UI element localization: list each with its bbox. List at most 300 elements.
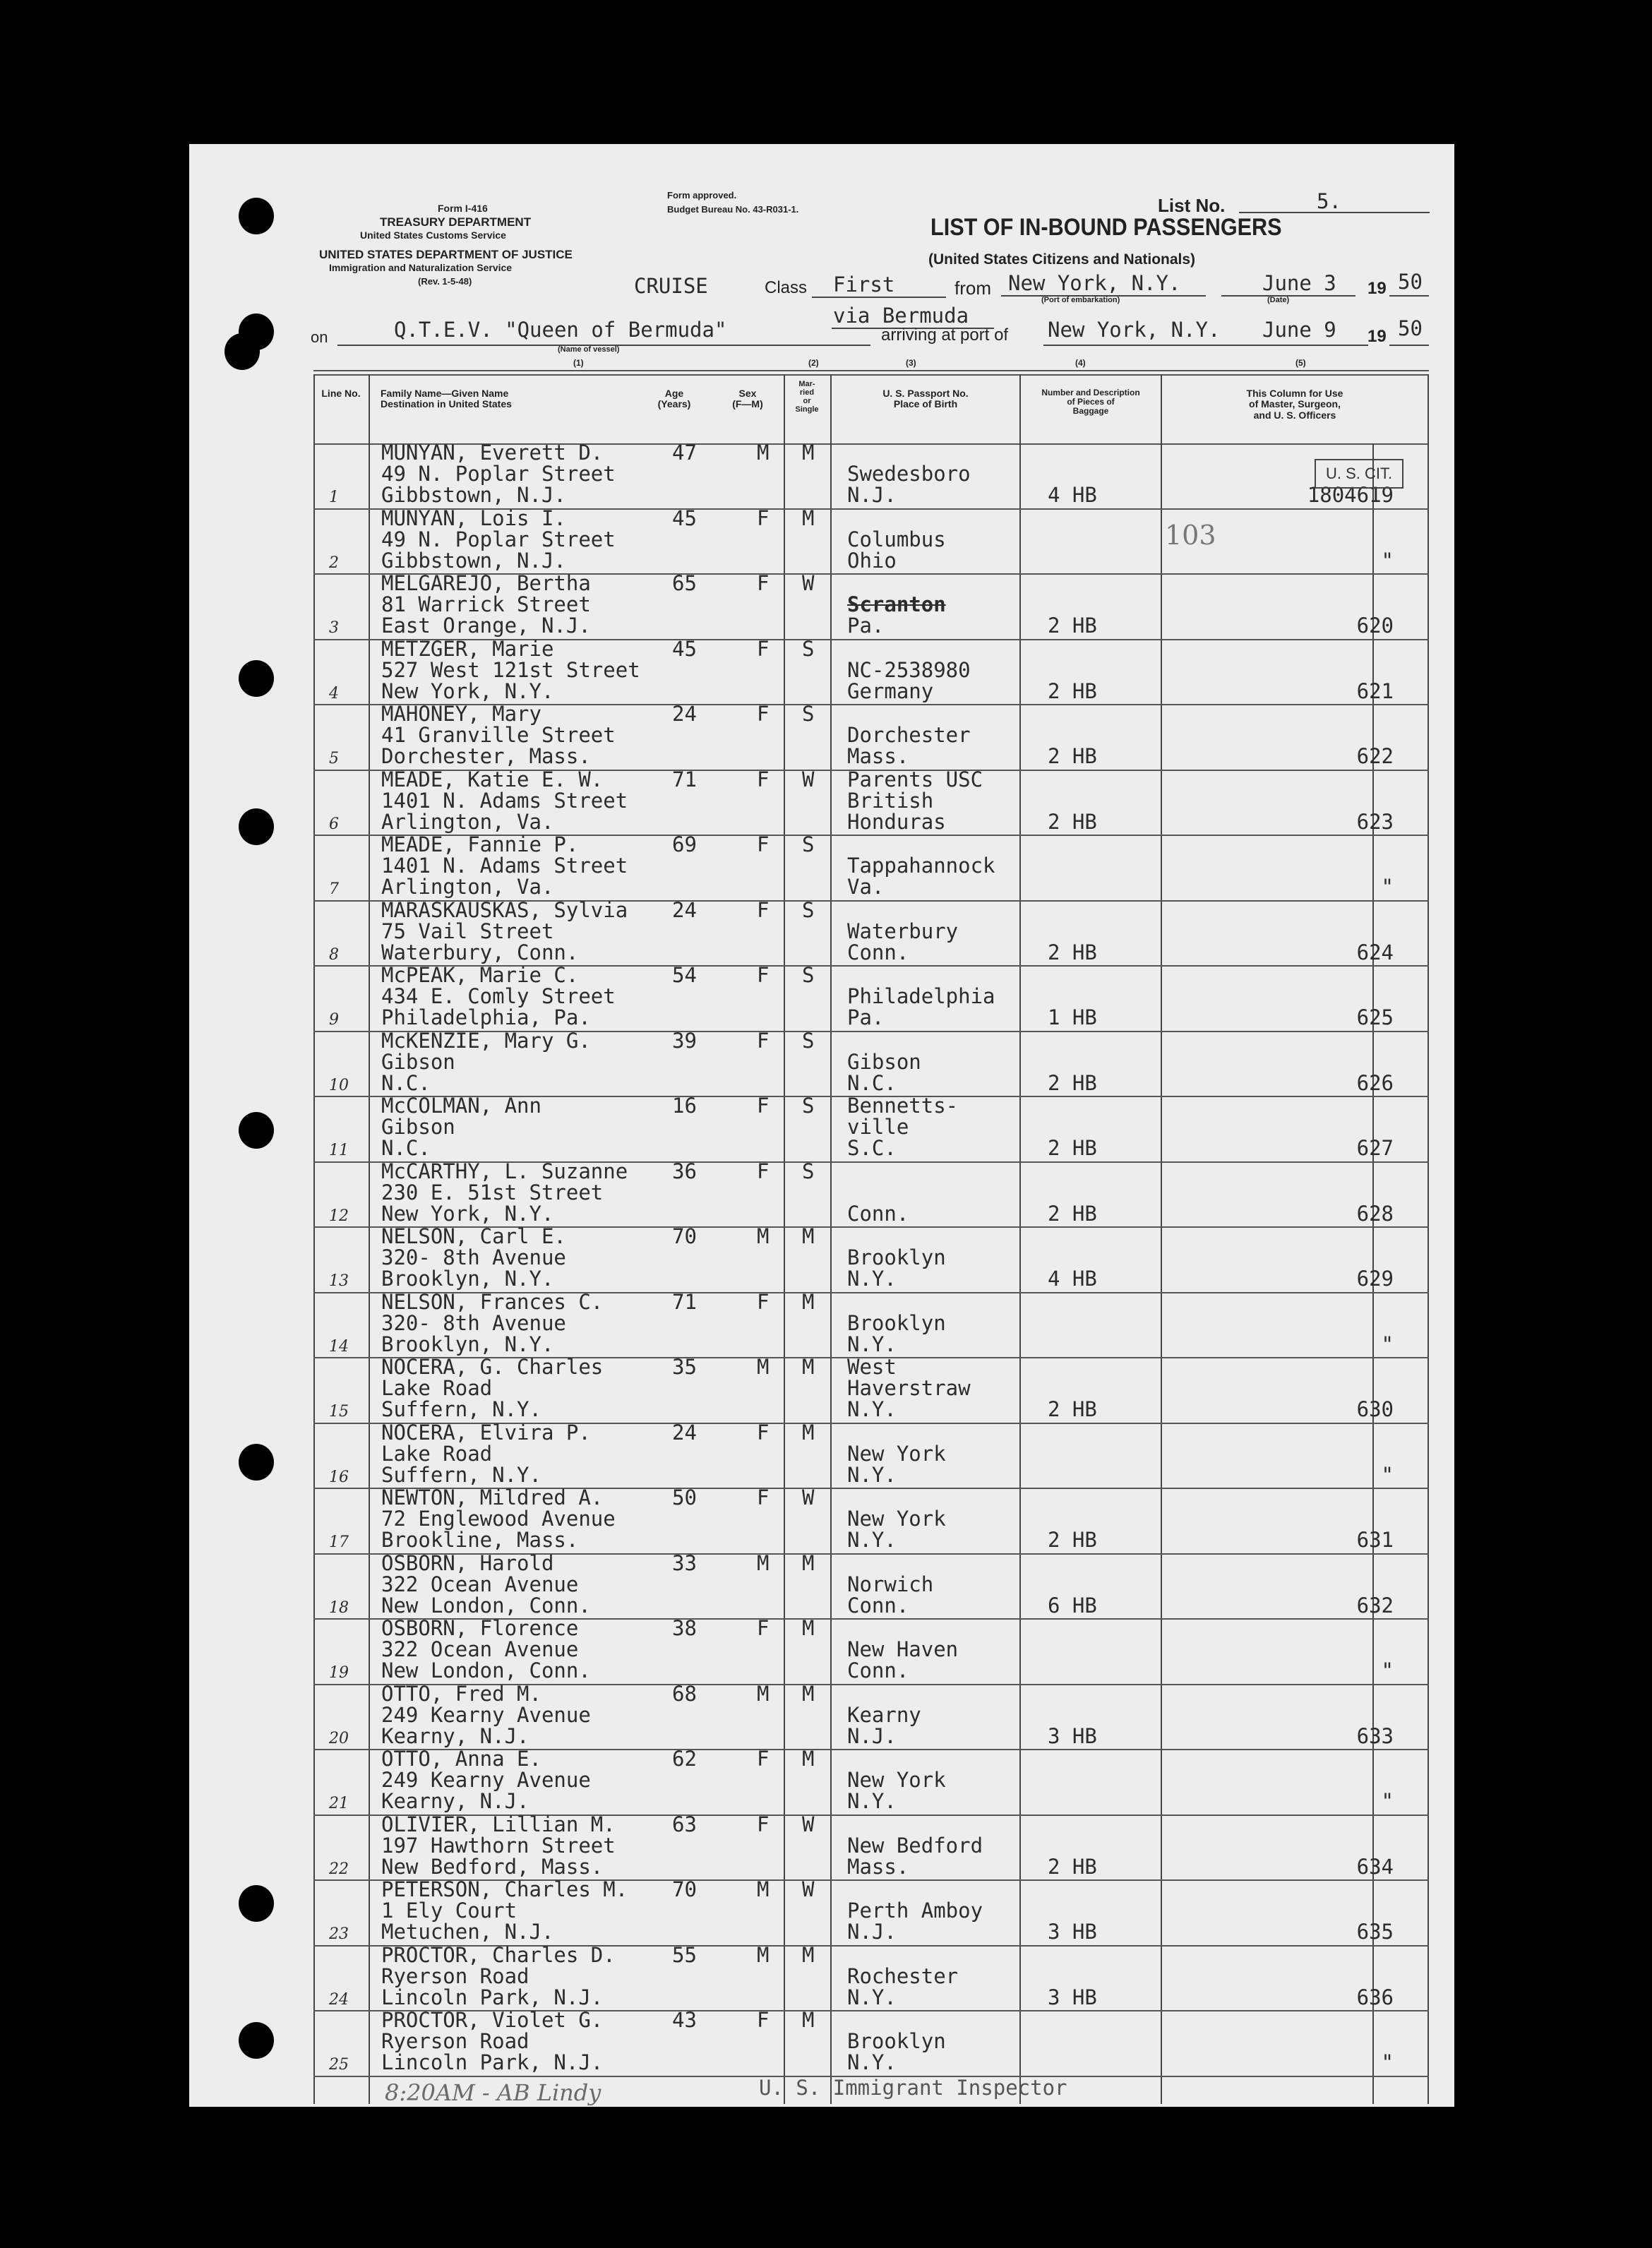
- passenger-name: METZGER, Marie: [381, 636, 554, 661]
- table-row: [313, 1485, 1427, 1554]
- sex: M: [757, 1550, 770, 1575]
- officer-notes: 621: [1356, 678, 1394, 703]
- vessel-name: Q.T.E.V. "Queen of Bermuda": [394, 318, 727, 342]
- passenger-name: MUNYAN, Lois I.: [381, 506, 566, 530]
- sex: F: [757, 1159, 770, 1183]
- passenger-name: NELSON, Frances C.: [381, 1289, 604, 1314]
- baggage: 3 HB: [1048, 1723, 1097, 1748]
- address-street: Lake Road: [381, 1441, 493, 1466]
- sex: M: [757, 1224, 770, 1248]
- table-row: [313, 571, 1427, 640]
- passenger-name: MAHONEY, Mary: [381, 702, 541, 726]
- address-street: 1 Ely Court: [381, 1899, 517, 1923]
- from-label: from: [954, 277, 991, 299]
- address-city: Metuchen, N.J.: [381, 1920, 554, 1944]
- birthplace-line-2: N.Y.: [847, 1789, 897, 1813]
- officer-notes: 632: [1356, 1593, 1394, 1618]
- marital-status: M: [802, 1224, 815, 1248]
- address-city: Gibbstown, N.J.: [381, 483, 566, 507]
- address-city: Dorchester, Mass.: [381, 744, 591, 768]
- baggage: 2 HB: [1048, 1854, 1097, 1879]
- inspector-label: U. S. Immigrant Inspector: [759, 2076, 1067, 2100]
- officer-notes: 633: [1356, 1723, 1394, 1748]
- birthplace-line-2: N.J.: [847, 483, 897, 507]
- address-city: Philadelphia, Pa.: [381, 1005, 591, 1029]
- age: 70: [672, 1224, 697, 1248]
- punch-hole: [225, 333, 260, 370]
- class-label: Class: [765, 278, 808, 297]
- line-number: 19: [329, 1664, 349, 1682]
- address-city: Arlington, Va.: [381, 875, 554, 899]
- officer-notes: 624: [1356, 940, 1394, 964]
- marital-status: W: [802, 1485, 815, 1509]
- age: 65: [672, 571, 697, 595]
- marital-status: S: [802, 636, 815, 661]
- table-row: [313, 443, 1427, 509]
- birthplace-line-1: ville: [847, 1115, 909, 1139]
- birthplace-line-1: Rochester: [847, 1963, 959, 1988]
- passport-line-1: West: [847, 1355, 897, 1379]
- punch-hole: [239, 198, 274, 234]
- address-street: 197 Hawthorn Street: [381, 1833, 616, 1858]
- officer-notes: 626: [1356, 1070, 1394, 1095]
- address-street: Gibson: [381, 1049, 455, 1074]
- birthplace-line-1: New Bedford: [847, 1833, 983, 1858]
- address-city: Kearny, N.J.: [381, 1789, 529, 1813]
- form-title: LIST OF IN-BOUND PASSENGERS: [930, 214, 1282, 241]
- passport-line-1: Bennetts-: [847, 1094, 959, 1118]
- officer-notes: 631: [1356, 1528, 1394, 1552]
- birthplace-line-1: Kearny: [847, 1702, 921, 1727]
- officer-notes: ": [1381, 1462, 1394, 1487]
- marital-status: W: [802, 1877, 815, 1901]
- line-number: 9: [329, 1011, 339, 1029]
- age: 69: [672, 832, 697, 856]
- line-number: 4: [329, 684, 339, 702]
- birthplace-line-1: Swedesboro: [847, 462, 971, 486]
- list-no-value: 5.: [1317, 189, 1341, 213]
- col-num-5: (5): [1295, 358, 1306, 368]
- sex: F: [757, 1094, 770, 1118]
- officer-notes: ": [1381, 1658, 1394, 1682]
- sex: F: [757, 702, 770, 726]
- birthplace-line-2: Conn.: [847, 1593, 909, 1618]
- birthplace-line-2: N.Y.: [847, 2050, 897, 2074]
- address-street: Ryerson Road: [381, 1963, 529, 1988]
- address-street: 81 Warrick Street: [381, 592, 591, 616]
- sex: M: [757, 1877, 770, 1901]
- age: 33: [672, 1550, 697, 1575]
- baggage: 2 HB: [1048, 1136, 1097, 1160]
- baggage: 3 HB: [1048, 1985, 1097, 2009]
- ins-service: Immigration and Naturalization Service: [329, 262, 513, 273]
- birthplace-line-1: Brooklyn: [847, 1245, 946, 1269]
- line-number: 17: [329, 1533, 349, 1551]
- birthplace-line-2: N.J.: [847, 1920, 897, 1944]
- officer-notes: 625: [1356, 1005, 1394, 1029]
- address-city: Gibbstown, N.J.: [381, 548, 566, 573]
- officer-notes: 620: [1356, 614, 1394, 638]
- address-street: Lake Road: [381, 1376, 493, 1400]
- birthplace-line-1: Brooklyn: [847, 1310, 946, 1335]
- passenger-name: McCARTHY, L. Suzanne: [381, 1159, 628, 1183]
- baggage: 4 HB: [1048, 483, 1097, 507]
- birthplace-line-1: Dorchester: [847, 723, 971, 747]
- birthplace-line-2: N.Y.: [847, 1397, 897, 1421]
- marital-status: S: [802, 1094, 815, 1118]
- table-row: [313, 1877, 1427, 1946]
- marital-status: S: [802, 897, 815, 922]
- address-city: East Orange, N.J.: [381, 614, 591, 638]
- sex: M: [757, 1681, 770, 1706]
- address-street: 249 Kearny Avenue: [381, 1702, 591, 1727]
- address-city: Brooklyn, N.Y.: [381, 1267, 554, 1291]
- passenger-name: PROCTOR, Charles D.: [381, 1942, 616, 1967]
- passenger-name: OTTO, Fred M.: [381, 1681, 541, 1706]
- birthplace-line-2: N.J.: [847, 1723, 897, 1748]
- marital-status: M: [802, 1550, 815, 1575]
- age: 45: [672, 506, 697, 530]
- inspector-signature: 8:20AM - AB Lindy: [385, 2079, 601, 2106]
- line-number: 22: [329, 1860, 349, 1878]
- line-number: 25: [329, 2056, 349, 2074]
- passenger-name: NOCERA, G. Charles: [381, 1355, 604, 1379]
- address-city: Brookline, Mass.: [381, 1528, 579, 1552]
- table-row: [313, 1289, 1427, 1358]
- class-value: First: [833, 273, 895, 297]
- line-number: 24: [329, 1990, 349, 2009]
- stamp-number: 103: [1165, 520, 1216, 551]
- col-num-4: (4): [1075, 358, 1086, 368]
- table-row: [313, 506, 1427, 575]
- age: 39: [672, 1028, 697, 1053]
- officer-notes: ": [1381, 2050, 1394, 2074]
- baggage: 2 HB: [1048, 678, 1097, 703]
- embark-note: (Port of embarkation): [1041, 296, 1120, 304]
- table-row: [313, 897, 1427, 967]
- officer-notes: 635: [1356, 1920, 1394, 1944]
- baggage: 3 HB: [1048, 1920, 1097, 1944]
- address-city: N.C.: [381, 1070, 431, 1095]
- passenger-name: McCOLMAN, Ann: [381, 1094, 541, 1118]
- birthplace-line-2: N.Y.: [847, 1267, 897, 1291]
- address-street: 1401 N. Adams Street: [381, 854, 628, 878]
- table-row: [313, 1355, 1427, 1423]
- age: 43: [672, 2008, 697, 2032]
- birthplace-line-2: Honduras: [847, 809, 946, 834]
- header-married: Mar- ried or Single: [795, 380, 819, 414]
- table-row: [313, 1550, 1427, 1620]
- birthplace-line-1: Columbus: [847, 527, 946, 551]
- header-passport: U. S. Passport No. Place of Birth: [882, 388, 969, 410]
- birthplace-line-1: New Haven: [847, 1637, 959, 1661]
- table-row: [313, 1681, 1427, 1750]
- marital-status: S: [802, 963, 815, 987]
- baggage: 2 HB: [1048, 1528, 1097, 1552]
- officer-notes: 629: [1356, 1267, 1394, 1291]
- line-number: 6: [329, 815, 339, 833]
- birthplace-line-2: Ohio: [847, 548, 897, 573]
- address-street: 72 Englewood Avenue: [381, 1507, 616, 1531]
- age: 50: [672, 1485, 697, 1509]
- passport-line-1: Parents USC: [847, 767, 983, 791]
- baggage: 2 HB: [1048, 809, 1097, 834]
- marital-status: W: [802, 767, 815, 791]
- line-number: 5: [329, 750, 339, 767]
- passenger-name: MELGAREJO, Bertha: [381, 571, 591, 595]
- address-city: Suffern, N.Y.: [381, 1397, 541, 1421]
- birthplace-line-2: Mass.: [847, 744, 909, 768]
- budget-bureau: Budget Bureau No. 43-R031-1.: [667, 204, 799, 215]
- birthplace-line-1: Philadelphia: [847, 984, 995, 1008]
- baggage: 2 HB: [1048, 1397, 1097, 1421]
- sex: F: [757, 1028, 770, 1053]
- arriving-label: arriving at port of: [881, 325, 1009, 345]
- birthplace-line-2: Va.: [847, 875, 885, 899]
- date-note: (Date): [1267, 296, 1290, 304]
- address-city: N.C.: [381, 1136, 431, 1160]
- us-citizen-stamp: U. S. CIT.: [1315, 459, 1403, 489]
- sex: F: [757, 1812, 770, 1836]
- birthplace-line-2: Pa.: [847, 614, 885, 638]
- line-number: 3: [329, 619, 339, 637]
- marital-status: W: [802, 1812, 815, 1836]
- birthplace-line-1: New York: [847, 1441, 946, 1466]
- table-row: [313, 767, 1427, 836]
- col-num-2: (2): [808, 358, 819, 368]
- sex: M: [757, 1355, 770, 1379]
- birthplace-line-2: Conn.: [847, 1201, 909, 1226]
- age: 63: [672, 1812, 697, 1836]
- marital-status: M: [802, 1355, 815, 1379]
- age: 62: [672, 1747, 697, 1771]
- birthplace-line-1: Haverstraw: [847, 1376, 971, 1400]
- line-number: 20: [329, 1729, 349, 1747]
- marital-status: S: [802, 1028, 815, 1053]
- cruise-label: CRUISE: [634, 274, 708, 298]
- passenger-name: NOCERA, Elvira P.: [381, 1420, 591, 1445]
- address-street: Ryerson Road: [381, 2029, 529, 2053]
- birthplace-line-1: Brooklyn: [847, 2029, 946, 2053]
- passenger-name: OSBORN, Florence: [381, 1616, 579, 1640]
- table-row: [313, 832, 1427, 901]
- line-number: 14: [329, 1337, 349, 1356]
- passenger-table: [313, 374, 1429, 2104]
- passenger-name: PETERSON, Charles M.: [381, 1877, 628, 1901]
- address-city: Waterbury, Conn.: [381, 940, 579, 964]
- address-street: 49 N. Poplar Street: [381, 527, 616, 551]
- sex: F: [757, 1289, 770, 1314]
- marital-status: M: [802, 1747, 815, 1771]
- table-row: [313, 702, 1427, 770]
- form-number: Form I-416: [438, 203, 488, 214]
- birthplace-line-2: Pa.: [847, 1005, 885, 1029]
- marital-status: M: [802, 1942, 815, 1967]
- address-city: New York, N.Y.: [381, 1201, 554, 1226]
- sex: F: [757, 2008, 770, 2032]
- marital-status: M: [802, 506, 815, 530]
- col-num-1: (1): [573, 358, 584, 368]
- col-num-3: (3): [906, 358, 916, 368]
- marital-status: S: [802, 702, 815, 726]
- address-street: 41 Granville Street: [381, 723, 616, 747]
- baggage: 2 HB: [1048, 614, 1097, 638]
- table-row: [313, 1747, 1427, 1815]
- age: 54: [672, 963, 697, 987]
- address-street: 322 Ocean Avenue: [381, 1572, 579, 1596]
- address-city: New London, Conn.: [381, 1658, 591, 1682]
- sex: F: [757, 963, 770, 987]
- officer-notes: ": [1381, 1789, 1394, 1813]
- marital-status: M: [802, 441, 815, 465]
- arrival-port: New York, N.Y.: [1048, 318, 1221, 342]
- baggage: 6 HB: [1048, 1593, 1097, 1618]
- passenger-name: NELSON, Carl E.: [381, 1224, 566, 1248]
- sex: F: [757, 636, 770, 661]
- birthplace-line-1: NC-2538980: [847, 657, 971, 682]
- line-number: 2: [329, 554, 339, 572]
- line-number: 15: [329, 1403, 349, 1421]
- address-street: 249 Kearny Avenue: [381, 1768, 591, 1792]
- marital-status: S: [802, 832, 815, 856]
- birthplace-line-2: Conn.: [847, 1658, 909, 1682]
- age: 47: [672, 441, 697, 465]
- address-city: Kearny, N.J.: [381, 1723, 529, 1748]
- year-prefix: 19: [1367, 279, 1387, 298]
- birthplace-line-2: Conn.: [847, 940, 909, 964]
- birthplace-line-2: N.Y.: [847, 1462, 897, 1487]
- table-row: [313, 1159, 1427, 1228]
- year-departure: 50: [1398, 270, 1423, 294]
- marital-status: M: [802, 1289, 815, 1314]
- table-row: [313, 1420, 1427, 1489]
- address-city: Lincoln Park, N.J.: [381, 1985, 604, 2009]
- year-prefix-2: 19: [1367, 327, 1387, 346]
- table-row: [313, 1224, 1427, 1293]
- line-number: 8: [329, 945, 339, 964]
- on-label: on: [311, 328, 328, 346]
- sex: F: [757, 506, 770, 530]
- age: 45: [672, 636, 697, 661]
- line-number: 7: [329, 880, 339, 898]
- date-arrival: June 9: [1262, 318, 1336, 342]
- passenger-name: MUNYAN, Everett D.: [381, 441, 604, 465]
- address-street: Gibson: [381, 1115, 455, 1139]
- address-city: New London, Conn.: [381, 1593, 591, 1618]
- year-arrival: 50: [1398, 316, 1423, 340]
- age: 16: [672, 1094, 697, 1118]
- passenger-name: McKENZIE, Mary G.: [381, 1028, 591, 1053]
- address-city: Suffern, N.Y.: [381, 1462, 541, 1487]
- officer-notes: 630: [1356, 1397, 1394, 1421]
- address-street: 230 E. 51st Street: [381, 1180, 604, 1204]
- header-baggage: Number and Description of Pieces of Baggage: [1041, 388, 1140, 417]
- line-number: 12: [329, 1207, 349, 1225]
- birthplace-line-1: New York: [847, 1768, 946, 1792]
- officer-notes: 636: [1356, 1985, 1394, 2009]
- address-street: 320- 8th Avenue: [381, 1245, 566, 1269]
- age: 70: [672, 1877, 697, 1901]
- officer-notes: 1804619: [1307, 483, 1394, 507]
- line-number: 13: [329, 1272, 349, 1290]
- birthplace-line-1: Norwich: [847, 1572, 934, 1596]
- sex: F: [757, 767, 770, 791]
- officer-notes: ": [1381, 548, 1394, 573]
- officer-notes: 622: [1356, 744, 1394, 768]
- address-street: 1401 N. Adams Street: [381, 788, 628, 813]
- baggage: 2 HB: [1048, 744, 1097, 768]
- passenger-name: OLIVIER, Lillian M.: [381, 1812, 616, 1836]
- date-departure: June 3: [1262, 271, 1336, 295]
- line-number: 11: [329, 1142, 349, 1159]
- passenger-name: NEWTON, Mildred A.: [381, 1485, 604, 1509]
- line-number: 18: [329, 1598, 349, 1617]
- birthplace-line-2: N.Y.: [847, 1985, 897, 2009]
- revision-date: (Rev. 1-5-48): [418, 276, 472, 287]
- form-subtitle: (United States Citizens and Nationals): [928, 251, 1196, 268]
- punch-hole: [239, 2022, 274, 2059]
- age: 71: [672, 767, 697, 791]
- table-row: [313, 1942, 1427, 2011]
- table-row: [313, 1028, 1427, 1097]
- passenger-name: OSBORN, Harold: [381, 1550, 554, 1575]
- table-row: [313, 636, 1427, 705]
- punch-hole: [239, 1444, 274, 1481]
- address-street: 320- 8th Avenue: [381, 1310, 566, 1335]
- table-row: [313, 1096, 1427, 1162]
- address-street: 322 Ocean Avenue: [381, 1637, 579, 1661]
- passenger-name: PROCTOR, Violet G.: [381, 2008, 604, 2032]
- address-city: Brooklyn, N.Y.: [381, 1332, 554, 1356]
- header-line-no: Line No.: [321, 388, 361, 399]
- sex: F: [757, 897, 770, 922]
- header-officers: This Column for Use of Master, Surgeon, and U. S. Officers: [1246, 388, 1343, 421]
- vessel-note: (Name of vessel): [558, 345, 620, 354]
- table-row: [313, 963, 1427, 1032]
- age: 24: [672, 897, 697, 922]
- birthplace-line-1: Gibson: [847, 1049, 921, 1074]
- sex: F: [757, 1420, 770, 1445]
- punch-hole: [239, 1112, 274, 1149]
- marital-status: M: [802, 1681, 815, 1706]
- age: 71: [672, 1289, 697, 1314]
- list-no-label: List No.: [1158, 195, 1226, 216]
- line-number: 21: [329, 1795, 349, 1812]
- age: 68: [672, 1681, 697, 1706]
- sex: M: [757, 441, 770, 465]
- officer-notes: 634: [1356, 1854, 1394, 1879]
- address-street: 527 West 121st Street: [381, 657, 640, 682]
- header-name: Family Name—Given Name Destination in United States: [381, 388, 512, 410]
- address-city: New York, N.Y.: [381, 678, 554, 703]
- sex: M: [757, 1942, 770, 1967]
- justice-dept: UNITED STATES DEPARTMENT OF JUSTICE: [319, 248, 573, 261]
- baggage: 2 HB: [1048, 1201, 1097, 1226]
- sex: F: [757, 832, 770, 856]
- punch-hole: [239, 660, 274, 697]
- age: 55: [672, 1942, 697, 1967]
- form-approved: Form approved.: [667, 190, 737, 201]
- address-street: 434 E. Comly Street: [381, 984, 616, 1008]
- table-row: [313, 2008, 1427, 2076]
- birthplace-line-1: Tappahannock: [847, 854, 995, 878]
- birthplace-line-2: N.C.: [847, 1070, 897, 1095]
- age: 35: [672, 1355, 697, 1379]
- officer-notes: 623: [1356, 809, 1394, 834]
- marital-status: S: [802, 1159, 815, 1183]
- age: 38: [672, 1616, 697, 1640]
- birthplace-line-2: N.Y.: [847, 1528, 897, 1552]
